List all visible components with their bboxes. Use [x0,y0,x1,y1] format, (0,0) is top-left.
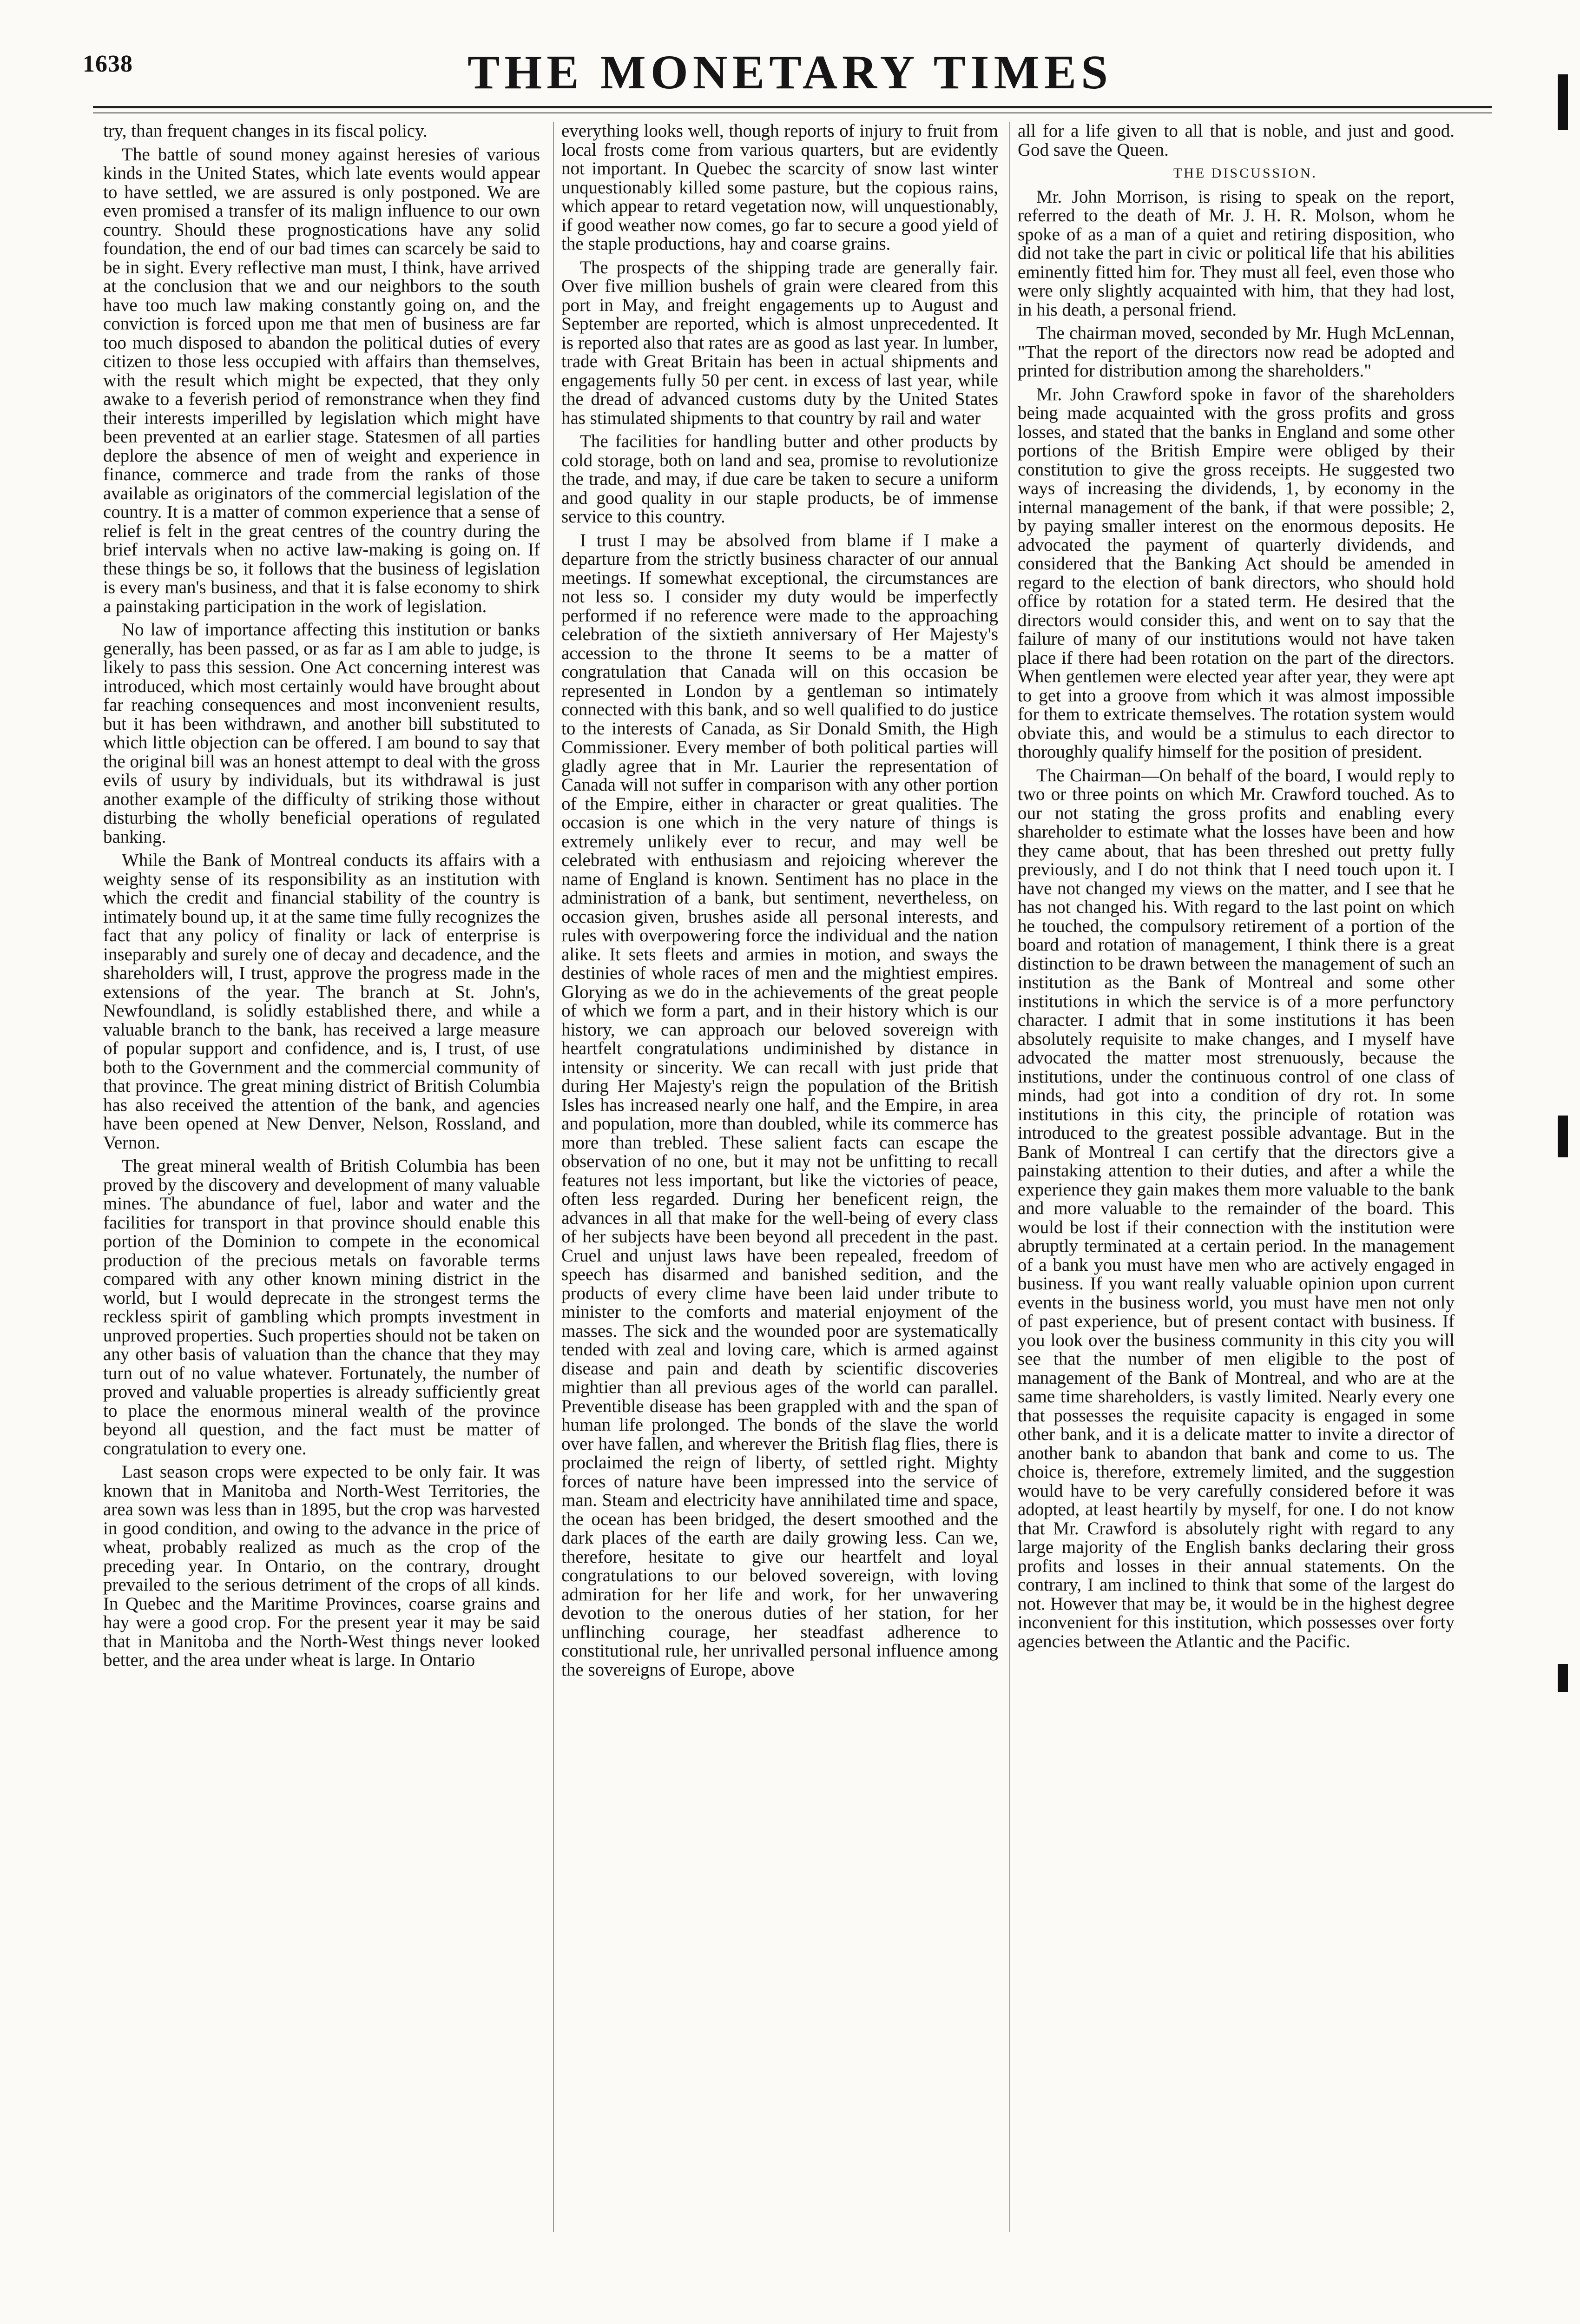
margin-mark-lower [1558,1664,1568,1692]
column-divider-left [553,122,554,2232]
margin-mark-top [1558,74,1568,130]
article-paragraph: all for a life given to all that is noble, and just and good. God save the Queen. [1018,121,1455,160]
article-paragraph: The battle of sound money against heresies of various kinds in the United States, which late events would appear to have settled, we are assured is only postponed. We are even promised a transfer of its malign influence to our own country. Should these prognostications have any solid foundation, the end of our bad times can scarcely be said to be in sight. Every reflective man must, I think, have arrived at the conclusion that we and our neighbors to the south have too much law making constantly going on, and the conviction is forced upon me that men of business are far too much disposed to abandon the political duties of every citizen to those less occupied with affairs than themselves, with the result which might be expected, that they only awake to a feverish period of remonstrance when they find their interests imperilled by legislation which might have been prevented at an earlier stage. Statesmen of all parties deplore the absence of men of weight and experience in finance, commerce and trade from the ranks of those available as originators of the commercial legislation of the country. It is a matter of common experience that a sense of relief is felt in the great centres of the country during the brief intervals when no active law-making is going on. If these things be so, it follows that the business of legislation is every man's business, and that it is false economy to shirk a painstaking participation in the work of legislation. [103,144,540,616]
column-middle [561,122,998,1684]
section-heading: THE DISCUSSION. [1173,165,1318,181]
column-right [1018,122,1455,1656]
masthead-rule-thin [93,112,1492,113]
masthead: THE MONETARY TIMES [467,46,1113,99]
margin-mark-mid [1558,1116,1568,1157]
article-paragraph: The great mineral wealth of British Columbia has been proved by the discovery and development of many valuable mines. The abundance of fuel, labor and water and the facilities for transport in that province should enable this portion of the Dominion to compete in the economical production of the precious metals on favorable terms compared with any other known mining district in the world, but I would deprecate in the strongest terms the reckless spirit of gambling which prompts investment in unproved properties. Such properties should not be taken on any other basis of valuation than the chance that they may turn out of no value whatever. Fortunately, the number of proved and valuable properties is already sufficiently great to place the enormous mineral wealth of the province beyond all question, and the fact must be matter of congratulation to every one. [103,1156,540,1459]
article-paragraph: The prospects of the shipping trade are generally fair. Over five million bushels of grain were cleared from this port in May, and freight engagements up to August and September are reported, which is almost unprecedented. It is reported also that rates are as good as last year. In lumber, trade with Great Britain has been in actual shipments and engagements fully 50 per cent. in excess of last year, while the dread of advanced customs duty by the United States has stimulated shipments to that country by rail and water [561,257,998,428]
article-paragraph: No law of importance affecting this institution or banks generally, has been passed, or as far as I am able to judge, is likely to pass this session. One Act concerning interest was introduced, which most certainly would have brought about far reaching consequences and most inconvenient results, but it has been withdrawn, and another bill substituted to which little objection can be offered. I am bound to say that the original bill was an honest attempt to deal with the gross evils of usury by individuals, but its withdrawal is just another example of the difficulty of striking those without disturbing the wholly beneficial operations of regulated banking. [103,620,540,847]
article-paragraph: Mr. John Morrison, is rising to speak on the report, referred to the death of Mr. J. H. R. Molson, whom he spoke of as a man of a quiet and retiring disposition, who did not take the part in civic or political life that his abilities eminently fitted him for. They must all feel, even those who were only slightly acquainted with him, that they had lost, in his death, a personal friend. [1018,186,1455,320]
masthead-rule [93,106,1492,108]
column-left [103,122,540,1675]
article-paragraph: The chairman moved, seconded by Mr. Hugh McLennan, "That the report of the directors now read be adopted and printed for distribution among the shareholders." [1018,323,1455,381]
article-paragraph: I trust I may be absolved from blame if I make a departure from the strictly business character of our annual meetings. If somewhat exceptional, the circumstances are not less so. I consider my duty would be imperfectly performed if no reference were made to the approaching celebration of the sixtieth anniversary of Her Majesty's accession to the throne It seems to be a matter of congratulation that Canada will on this occasion be represented in London by a gentleman so intimately connected with this bank, and so well qualified to do justice to the interests of Canada, as Sir Donald Smith, the High Commissioner. Every member of both political parties will gladly agree that in Mr. Laurier the representation of Canada will not suffer in comparison with any other portion of the Empire, either in character or great qualities. The occasion is one which in the very nature of things is extremely unlikely ever to recur, and may well be celebrated with enthusiasm and rejoicing wherever the name of England is known. Sentiment has no place in the administration of a bank, but sentiment, nevertheless, on occasion given, brushes aside all personal interests, and rules with overpowering force the individual and the nation alike. It sets fleets and armies in motion, and sways the destinies of whole races of men and the mightiest empires. Glorying as we do in the achievements of the great people of which we form a part, and in their history which is our history, we can approach our beloved sovereign with heartfelt congratulations undiminished by distance in intensity or sincerity. We can recall with just pride that during Her Majesty's reign the population of the British Isles has increased nearly one half, and the Empire, in area and population, more than doubled, while its commerce has more than trebled. These salient facts can escape the observation of no one, but it may not be unfitting to recall features not less important, but like the victories of peace, often less regarded. During her beneficent reign, the advances in all that make for the well-being of every class of her subjects have been beyond all precedent in the past. Cruel and unjust laws have been repealed, freedom of speech has disarmed and banished sedition, and the products of every clime have been laid under tribute to minister to the comforts and material enjoyment of the masses. The sick and the wounded poor are systematically tended with zeal and loving care, which is armed against disease and pain and death by scientific discoveries mightier than all previous ages of the world can parallel. Preventible disease has been grappled with and the span of human life prolonged. The bonds of the slave the world over have fallen, and wherever the British flag flies, there is proclaimed the reign of liberty, of settled right. Mighty forces of nature have been impressed into the service of man. Steam and electricity have annihilated time and space, the ocean has been bridged, the desert smoothed and the dark places of the earth are daily growing less. Can we, therefore, hesitate to give our heartfelt and loyal congratulations to our beloved sovereign, with loving admiration for her life and work, for her unwavering devotion to the onerous duties of her station, for her unflinching courage, her steadfast adherence to constitutional rule, her unrivalled personal influence among the sovereigns of Europe, above [561,530,998,1680]
article-paragraph: try, than frequent changes in its fiscal policy. [103,121,428,141]
article-paragraph: everything looks well, though reports of injury to fruit from local frosts come from various quarters, but are evidently not important. In Quebec the scarcity of snow last winter unquestionably killed some pasture, but the copious rains, which appear to retard vegetation now, will unquestionably, if good weather now comes, go far to secure a good yield of the staple productions, hay and coarse grains. [561,121,998,254]
page-number: 1638 [83,51,133,77]
column-divider-right [1009,122,1010,2232]
article-paragraph: While the Bank of Montreal conducts its affairs with a weighty sense of its responsibility as an institution with which the credit and financial stability of the country is intimately bound up, it at the same time fully recognizes the fact that any policy of finality or lack of enterprise is inseparably and surely one of decay and decadence, and the shareholders will, I trust, approve the progress made in the extensions of the year. The branch at St. John's, Newfoundland, is solidly established there, and while a valuable branch to the bank, has received a large measure of popular support and confidence, and is, I trust, of use both to the Government and the commercial community of that province. The great mining district of British Columbia has also received the attention of the bank, and agencies have been opened at New Denver, Nelson, Rossland, and Vernon. [103,850,540,1153]
article-paragraph: The facilities for handling butter and other products by cold storage, both on land and sea, promise to revolutionize the trade, and may, if due care be taken to secure a uniform and good quality in our staple products, be of immense service to this country. [561,431,998,527]
article-paragraph: Last season crops were expected to be only fair. It was known that in Manitoba and North-West Territories, the area sown was less than in 1895, but the crop was harvested in good condition, and owing to the advance in the price of wheat, probably realized as much as the crop of the preceding year. In Ontario, on the contrary, drought prevailed to the serious detriment of the crops of all kinds. In Quebec and the Maritime Provinces, coarse grains and hay were a good crop. For the present year it may be said that in Manitoba and the North-West things never looked better, and the area under wheat is large. In Ontario [103,1462,540,1670]
article-paragraph: Mr. John Crawford spoke in favor of the shareholders being made acquainted with the gross profits and gross losses, and stated that the banks in England and some other portions of the British Empire were obliged by their constitution to give the gross receipts. He suggested two ways of increasing the dividends, 1, by economy in the internal management of the bank, if that were possible; 2, by paying smaller interest on the enormous deposits. He advocated the payment of quarterly dividends, and considered that the Banking Act should be amended in regard to the election of bank directors, who should hold office by rotation for a stated term. He desired that the directors would consider this, and went on to say that the failure of many of our institutions would not have taken place if there had been rotation on the part of the directors. When gentlemen were elected year after year, they were apt to get into a groove from which it was almost impossible for them to extricate themselves. The rotation system would obviate this, and would be a stimulus to each director to thoroughly qualify himself for the position of president. [1018,384,1455,762]
article-paragraph: The Chairman—On behalf of the board, I would reply to two or three points on which Mr. Crawford touched. As to our not stating the gross profits and enabling every shareholder to estimate what the losses have been and how they came about, that has been threshed out pretty fully previously, and I do not think that I need touch upon it. I have not changed my views on the matter, and I see that he has not changed his. With regard to the last point on which he touched, the compulsory retirement of a portion of the board and rotation of management, I think there is a great distinction to be drawn between the management of such an institution as the Bank of Montreal and some other institutions in which the service is of a more perfunctory character. I admit that in some institutions it has been absolutely requisite to make changes, and I myself have advocated the matter most strenuously, because the institutions, under the continuous control of one class of minds, had got into a condition of dry rot. In some institutions in this city, the principle of rotation was introduced to the greatest possible advantage. But in the Bank of Montreal I can certify that the directors give a painstaking attention to their duties, and after a while the experience they gain makes them more valuable to the bank and more valuable to the remainder of the board. This would be lost if their connection with the institution were abruptly terminated at a certain period. In the management of a bank you must have men who are actively engaged in business. If you want really valuable opinion upon current events in the business world, you must have men not only of past experience, but of present contact with business. If you look over the business community in this city you will see that the number of men eligible to the post of management of the Bank of Montreal, and who are at the same time shareholders, is vastly limited. Nearly every one that possesses the requisite capacity is engaged in some other bank, and it is a delicate matter to invite a director of another bank to abandon that bank and come to us. The choice is, therefore, extremely limited, and the suggestion would have to be very carefully considered before it was adopted, at least heartily by myself, for one. I do not know that Mr. Crawford is absolutely right with regard to any large majority of the English banks declaring their gross profits and losses in their annual statements. On the contrary, I am inclined to think that some of the largest do not. However that may be, it would be in the highest degree inconvenient for this institution, which possesses over forty agencies between the Atlantic and the Pacific. [1018,765,1455,1651]
